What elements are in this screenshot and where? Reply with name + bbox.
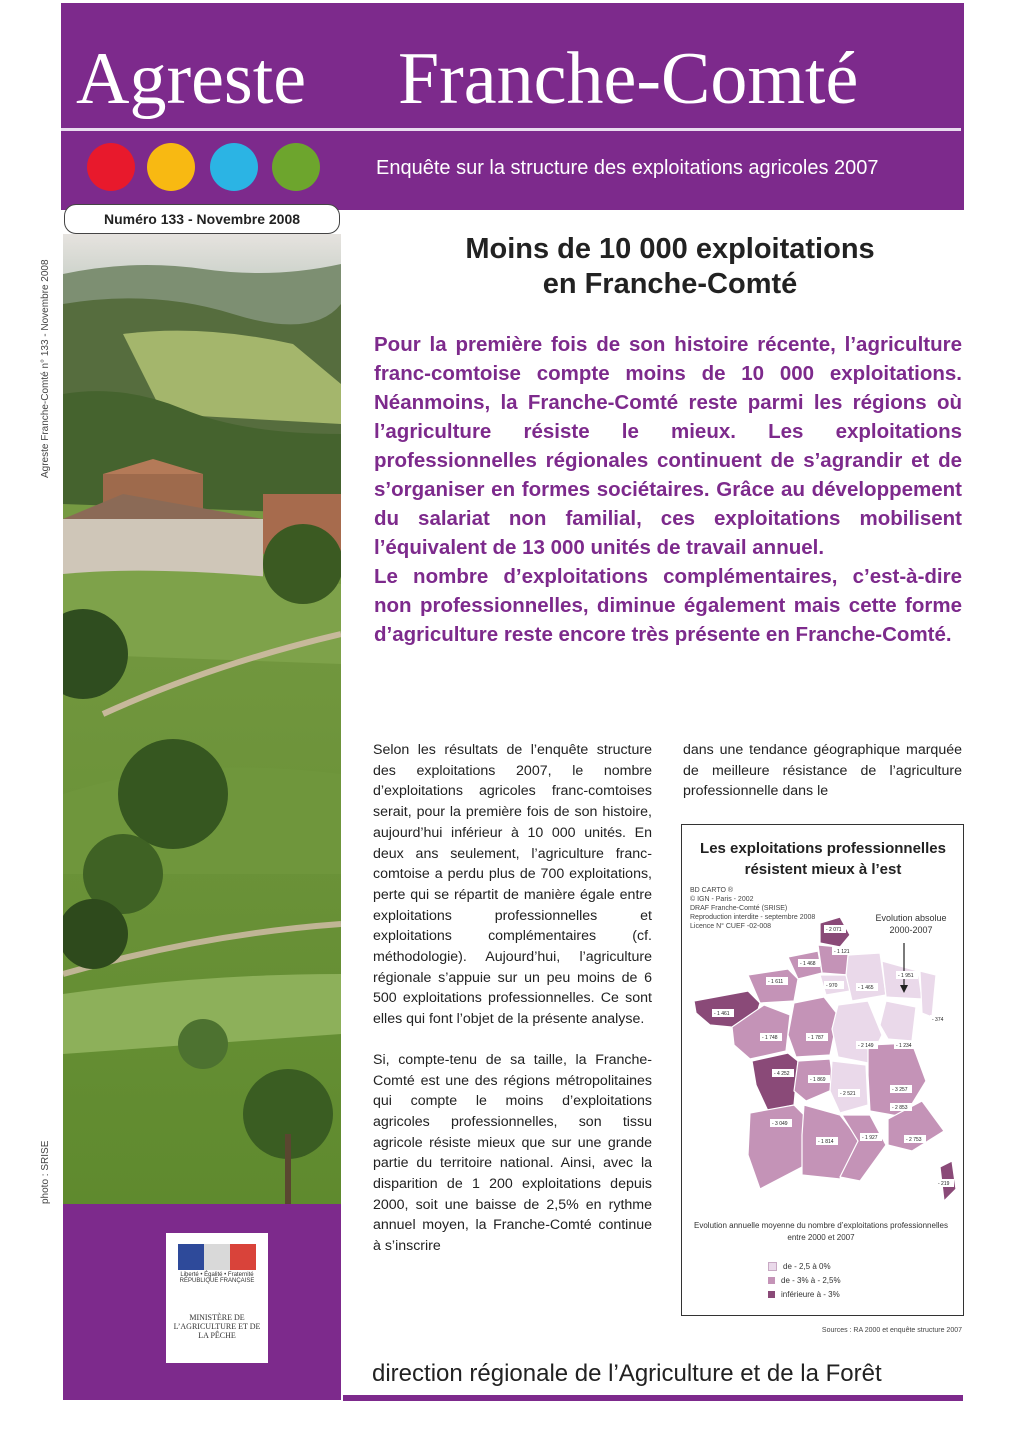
map-value-label: [896, 971, 918, 979]
side-issue-label: Agreste Franche-Comté n° 133 - Novembre 2008: [40, 259, 51, 478]
footer-organisation: direction régionale de l’Agriculture et de la Forêt: [372, 1360, 882, 1387]
svg-text:- 1 869: - 1 869: [810, 1077, 826, 1083]
ministry-name: MINISTÈRE DE L’AGRICULTURE ET DE LA PÊCHE: [173, 1313, 261, 1340]
map-value-label: [824, 925, 846, 933]
map-value-label: [860, 1133, 882, 1141]
map-value-label: [930, 1015, 948, 1023]
body-paragraph-3: dans une tendance géographique marquée de meilleure résistance de l’agriculture professionnelle dans le: [683, 742, 962, 800]
svg-text:- 1 611: - 1 611: [768, 979, 784, 985]
yellow-dot-icon: [147, 143, 195, 191]
map-value-label: [824, 981, 844, 989]
map-value-label: [770, 1119, 792, 1127]
map-sources: Sources : RA 2000 et enquête structure 2007: [821, 1327, 962, 1334]
footer-divider: [343, 1395, 963, 1401]
svg-text:- 374: - 374: [932, 1017, 944, 1023]
map-value-label: [712, 1009, 734, 1017]
body-paragraph-1: Selon les résultats de l’enquête structure des exploitations 2007, le nombre d’exploitations agricoles franc-comtoises serait, pour la première fois de son histoire, aujourd’hui inférieur à 10 000 unités. En deux ans seulement, l’agriculture franc-comtoise a perdu plus de 700 exploitations, perte qui se répartit de manière égale entre exploitations professionnelles et exploitations complémentaires (cf. méthodologie). Aujourd’hui, l’agriculture régionale s’appuie sur un peu moins de 6 500 exploitations professionnelles. Ce sont elles qui font l’objet de la présente analyse.: [373, 742, 652, 1028]
svg-text:- 3 257: - 3 257: [892, 1087, 908, 1093]
map-legend-title: Evolution annuelle moyenne du nombre d’exploitations professionnelles entre 2000 et 2007: [694, 1221, 948, 1242]
svg-text:- 219: - 219: [938, 1181, 950, 1187]
legend-item: de - 2,5 à 0%: [768, 1262, 831, 1271]
legend-swatch: [768, 1277, 775, 1284]
svg-text:- 1 468: - 1 468: [800, 961, 816, 967]
map-value-label: [808, 1075, 830, 1083]
map-credit-line: DRAF Franche-Comté (SRISE): [690, 905, 788, 912]
map-region: [846, 953, 886, 1001]
svg-text:- 3 049: - 3 049: [772, 1121, 788, 1127]
header-subtitle: Enquête sur la structure des exploitations agricoles 2007: [376, 157, 879, 179]
svg-text:- 1 814: - 1 814: [818, 1139, 834, 1145]
svg-text:- 1 748: - 1 748: [762, 1035, 778, 1041]
map-value-label: [894, 1041, 916, 1049]
svg-text:- 1 787: - 1 787: [808, 1035, 824, 1041]
chapeau-paragraph-2: Le nombre d’exploitations complémentaires, c’est-à-dire non professionnelles, diminue également mais cette forme d’agriculture reste encore très présente en Franche-Comté.: [374, 565, 962, 646]
map-value-label: [798, 959, 820, 967]
map-region: [882, 961, 922, 999]
map-credit-line: BD CARTO ®: [690, 887, 734, 894]
map-credit-line: Reproduction interdite - septembre 2008: [690, 914, 816, 921]
body-paragraph-2: Si, compte-tenu de sa taille, la Franche-Comté est une des régions métropolitaines qui compte le moins d’exploitations agricoles professionnelles, son tissu agricole résiste mieux que sur une grande partie du territoire national. Ainsi, avec la disparition de 1 200 exploitations depuis 2000, soit une baisse de 2,5% en rythme annuel moyen, la Franche-Comté continue à s’inscrire: [373, 1051, 652, 1255]
green-dot-icon: [272, 143, 320, 191]
map-region: [830, 1061, 868, 1113]
evolution-label-line: 2000-2007: [889, 925, 933, 935]
map-region: [788, 997, 838, 1057]
map-credit-line: Licence N° CUEF -02-008: [690, 923, 771, 930]
headline: [390, 232, 950, 302]
map-region: [920, 971, 936, 1017]
svg-text:- 2 853: - 2 853: [892, 1105, 908, 1111]
map-region: [748, 1105, 806, 1189]
france-map: [690, 905, 960, 1205]
svg-text:- 1 461: - 1 461: [714, 1011, 730, 1017]
map-credit-line: © IGN - Paris - 2002: [690, 896, 754, 903]
evolution-label-line: Evolution absolue: [875, 913, 947, 923]
issue-badge: Numéro 133 - Novembre 2008: [64, 204, 340, 234]
body-column-1: [373, 740, 652, 1277]
map-value-label: [856, 983, 878, 991]
map-value-label: [936, 1179, 954, 1187]
legend-item: inférieure à - 3%: [768, 1290, 840, 1299]
map-value-label: [838, 1089, 860, 1097]
photo-credit: photo : SRISE: [40, 1140, 51, 1204]
blue-dot-icon: [210, 143, 258, 191]
svg-text:- 1 951: - 1 951: [898, 973, 914, 979]
republic-motto: Liberté • Égalité • Fraternité RÉPUBLIQUE FRANÇAISE: [179, 1272, 255, 1284]
svg-text:- 1 465: - 1 465: [858, 985, 874, 991]
map-value-label: [806, 1033, 828, 1041]
map-value-label: [760, 1033, 782, 1041]
headline-line-1: Moins de 10 000 exploitations: [465, 233, 875, 265]
map-title: Les exploitations professionnelles résistent mieux à l’est: [700, 840, 946, 878]
map-region: [752, 1053, 798, 1111]
landscape-photo: [63, 234, 341, 1204]
map-value-label: [832, 947, 854, 955]
map-value-label: [856, 1041, 878, 1049]
map-value-label: [904, 1135, 926, 1143]
header-divider: [61, 128, 961, 131]
map-value-label: [890, 1085, 912, 1093]
svg-text:- 2 753: - 2 753: [906, 1137, 922, 1143]
svg-text:- 1 927: - 1 927: [862, 1135, 878, 1141]
chapeau: [374, 330, 962, 649]
map-value-label: [890, 1103, 912, 1111]
legend-item: de - 3% à - 2,5%: [768, 1276, 841, 1285]
svg-text:- 2 071: - 2 071: [826, 927, 842, 933]
svg-text:- 1 121: - 1 121: [834, 949, 850, 955]
legend-swatch: [768, 1291, 775, 1298]
svg-text:- 970: - 970: [826, 983, 838, 989]
marianne-flag-icon: [178, 1244, 256, 1270]
svg-text:- 1 234: - 1 234: [896, 1043, 912, 1049]
map-value-label: [772, 1069, 794, 1077]
map-value-label: [816, 1137, 838, 1145]
svg-text:- 4 252: - 4 252: [774, 1071, 790, 1077]
body-column-2: [683, 740, 962, 822]
chapeau-paragraph-1: Pour la première fois de son histoire récente, l’agriculture franc-comtoise compte moins de 10 000 exploitations. Néanmoins, la Franche-Comté reste parmi les régions où l’agriculture résiste le mieux. Les exploitations professionnelles régionales continuent de s’agrandir et de s’organiser en formes sociétaires. Grâce au développement du salariat non familial, ces exploitations mobilisent l’équivalent de 13 000 unités de travail annuel.: [374, 333, 962, 559]
headline-line-2: en Franche-Comté: [542, 268, 798, 300]
region-title: Franche-Comté: [398, 38, 859, 120]
map-region-franche-comte: [880, 1001, 916, 1041]
brand-title: Agreste: [76, 38, 307, 120]
map-value-label: [766, 977, 788, 985]
red-dot-icon: [87, 143, 135, 191]
svg-text:- 2 149: - 2 149: [858, 1043, 874, 1049]
legend-swatch: [768, 1262, 777, 1271]
svg-text:- 2 521: - 2 521: [840, 1091, 856, 1097]
